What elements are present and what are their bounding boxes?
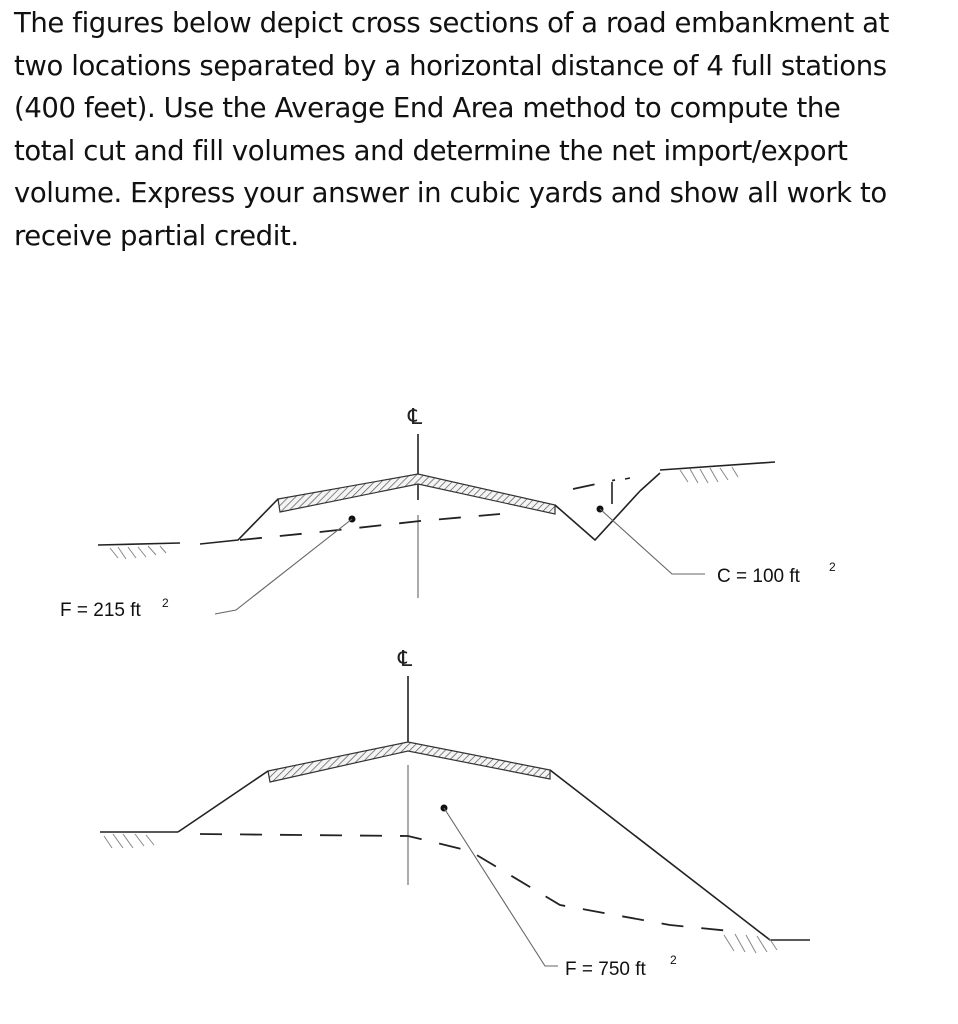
- fill-area-exponent-1: 2: [162, 596, 169, 610]
- problem-line: The figures below depict cross sections of a road embankment at: [14, 7, 890, 39]
- problem-line: volume. Express your answer in cubic yards and show all work to: [14, 177, 887, 209]
- existing-ground-1-cut: [573, 480, 615, 489]
- embankment-right-slope-2: [550, 770, 810, 940]
- embankment-outline-2: [178, 771, 268, 832]
- soil-symbol-2-right: [724, 934, 777, 953]
- cut-area-exponent-1: 2: [829, 560, 836, 574]
- fill-leader-1: [215, 519, 352, 614]
- ground-1-left-tail: [98, 543, 180, 545]
- centerline-symbol-2: ℄: [398, 647, 413, 672]
- fill-leader-2: [444, 808, 558, 966]
- existing-ground-1-right: [640, 473, 660, 491]
- problem-line: two locations separated by a horizontal distance of 4 full stations: [14, 49, 887, 82]
- problem-line: (400 feet). Use the Average End Area method to compute the: [14, 92, 841, 124]
- cross-section-2: [100, 647, 810, 980]
- existing-ground-1: [240, 514, 500, 540]
- soil-symbol-2-left: [104, 834, 154, 848]
- fill-area-label-1: F = 215 ft: [60, 600, 141, 621]
- ground-1-right-tail: [660, 462, 775, 470]
- soil-symbol-1-right: [680, 467, 738, 483]
- centerline-symbol-1: ℄: [408, 405, 423, 430]
- road-section-outline-1: [200, 499, 278, 544]
- pavement-1: [278, 474, 555, 514]
- problem-line: total cut and fill volumes and determine the net import/export: [14, 134, 848, 167]
- fill-area-label-2: F = 750 ft: [565, 959, 646, 980]
- fill-area-exponent-2: 2: [670, 953, 677, 967]
- soil-symbol-1-left: [110, 546, 166, 559]
- cut-leader-1: [600, 509, 705, 574]
- existing-ground-1-cut-b: [625, 478, 630, 479]
- cross-section-1: [60, 405, 836, 621]
- cut-ditch-1: [555, 491, 640, 540]
- pavement-2: [268, 742, 550, 782]
- problem-line: receive partial credit.: [14, 219, 299, 252]
- cut-area-label-1: C = 100 ft: [717, 566, 800, 587]
